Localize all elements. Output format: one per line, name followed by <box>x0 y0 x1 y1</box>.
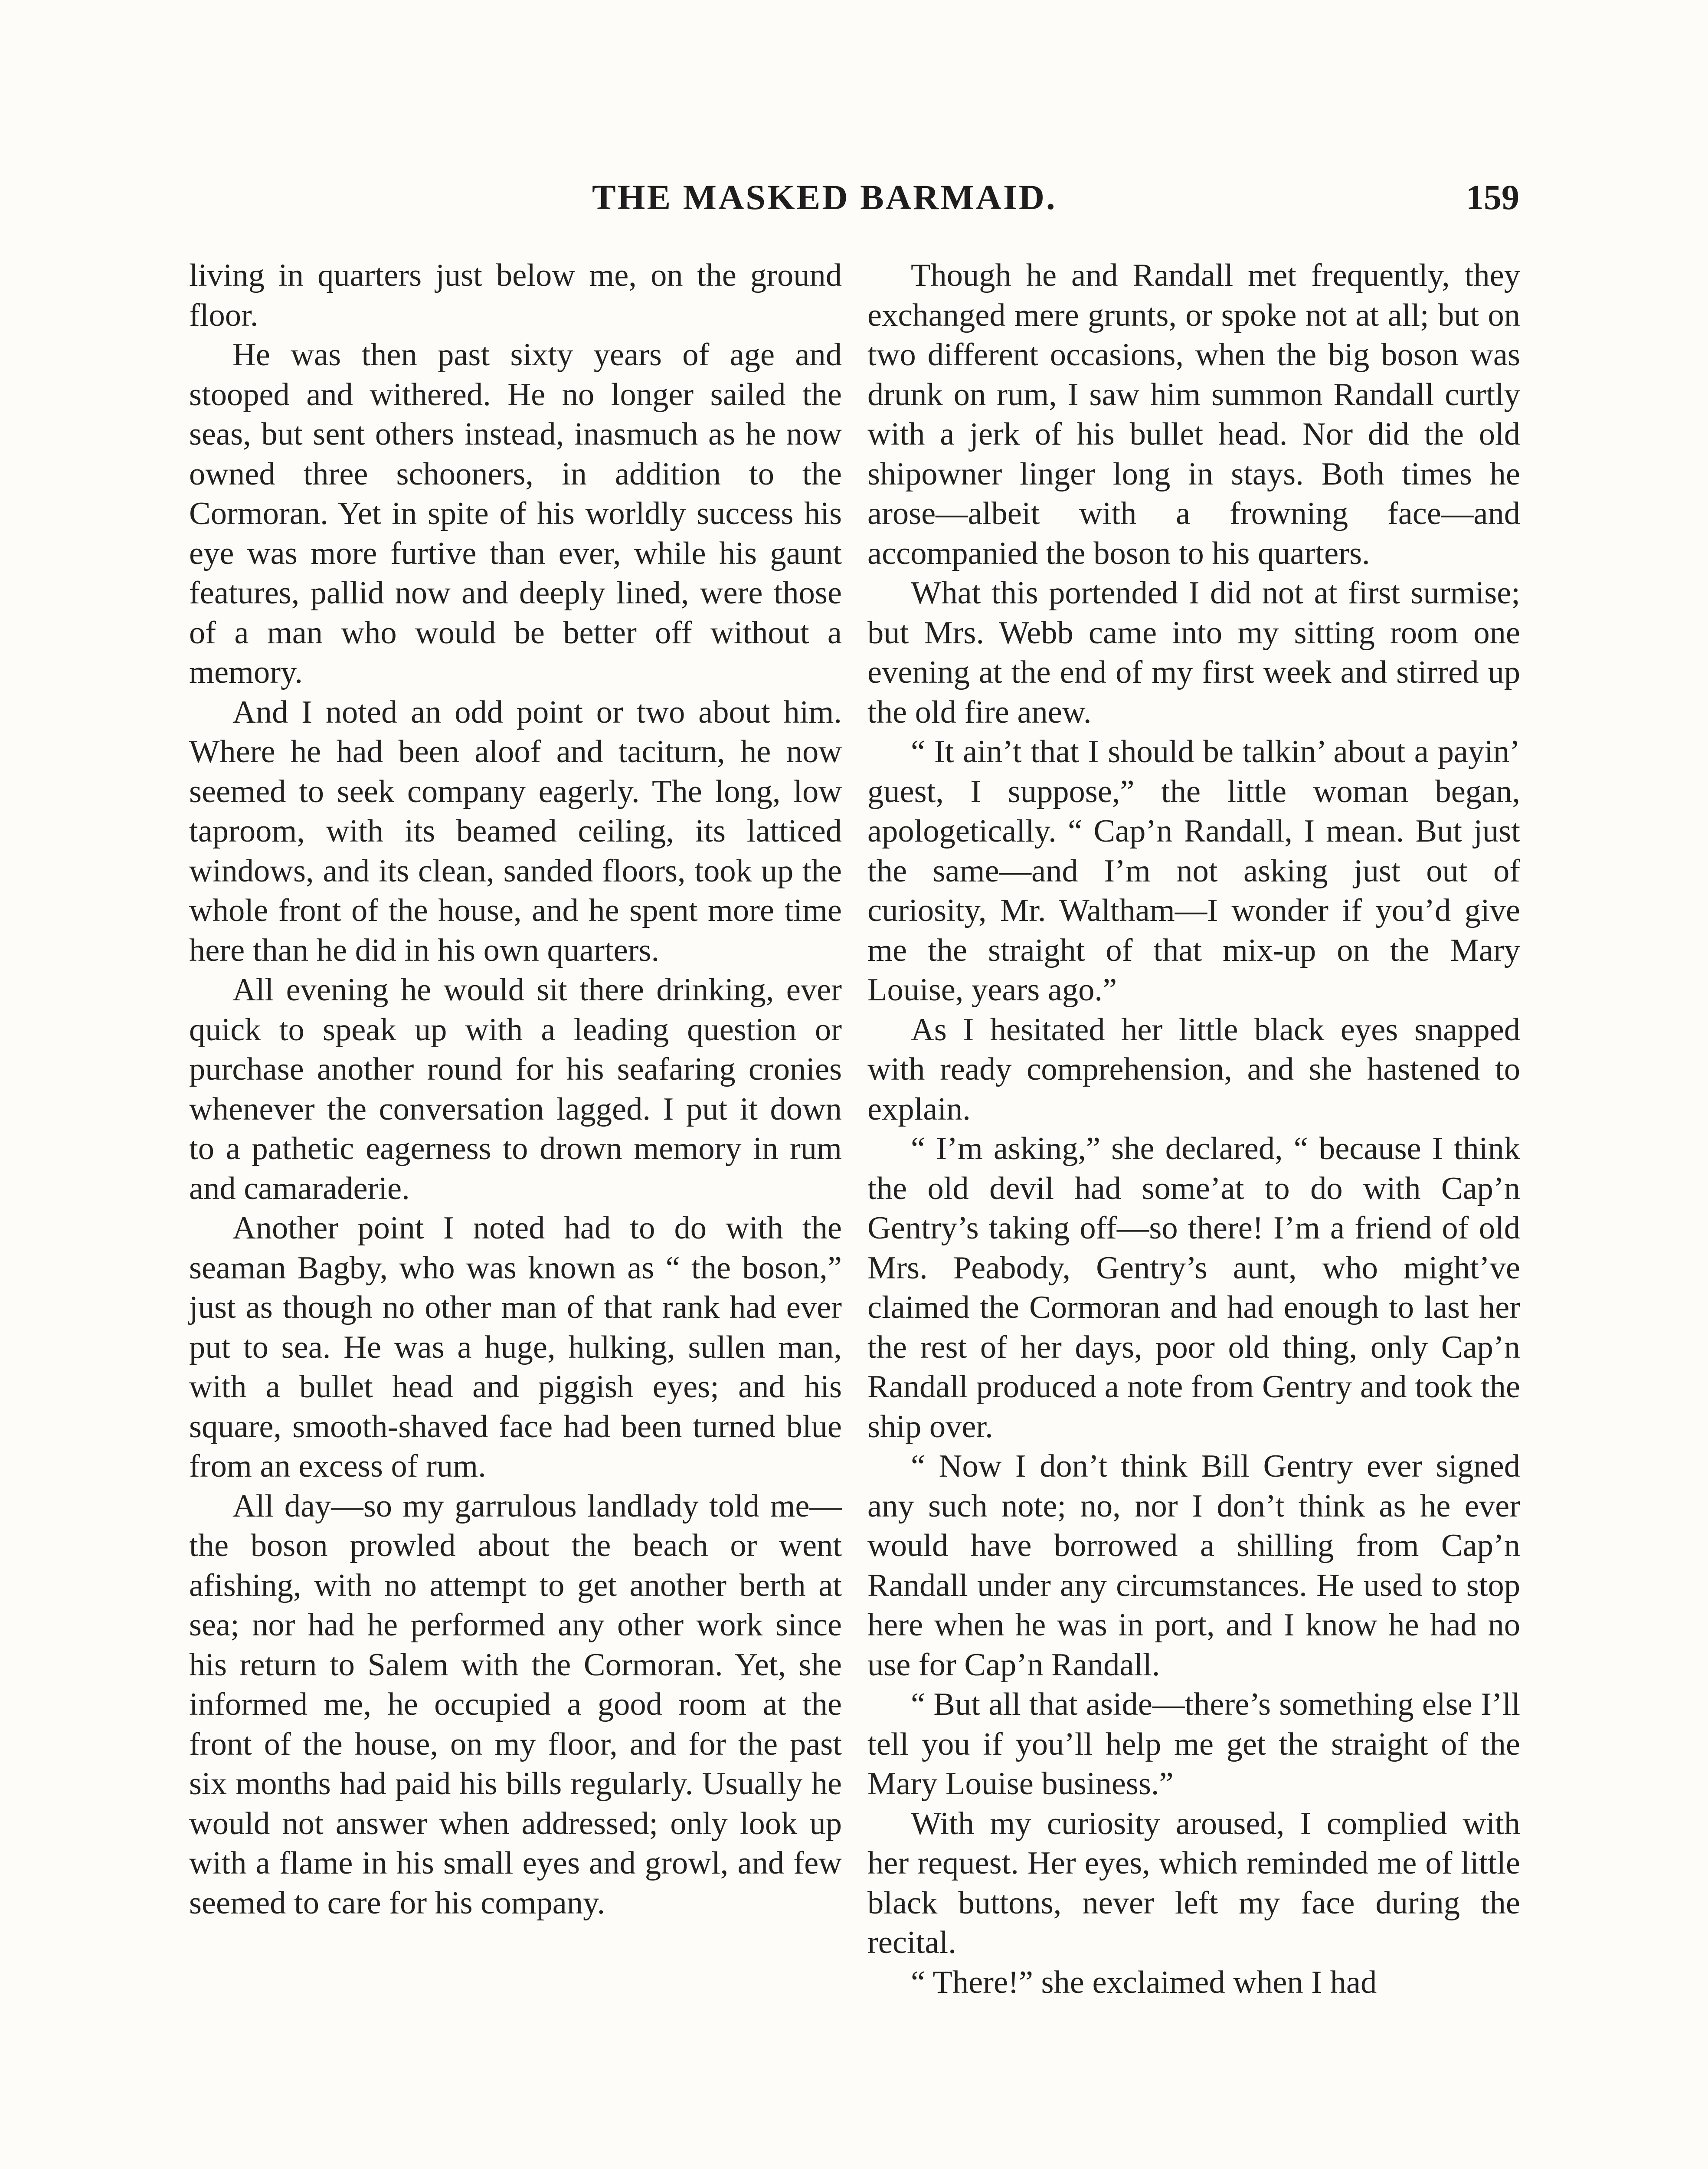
paragraph: With my curiosity aroused, I complied with her request. Her eyes, which reminded me of little black buttons, never left my face during the recital. <box>867 1805 1520 1960</box>
paragraph: “ Now I don’t think Bill Gentry ever signed any such note; no, nor I don’t think as he ever would have borrowed a shilling from Cap’n Randall under any circumstances. He used to stop here when he was in port, and I know he had no use for Cap’n Randall. <box>867 1448 1520 1683</box>
running-title: THE MASKED BARMAID. <box>592 177 1057 217</box>
page-number: 159 <box>1466 177 1519 217</box>
paragraph: He was then past sixty years of age and stooped and withered. He no longer sailed the seas, but sent others instead, inasmuch as he now owned three schooners, in addition to the Cormoran. Yet in spite of his worldly success his eye was more furtive than ever, while his gaunt features, pallid now and deeply lined, were those of a man who would be better off without a memory. <box>189 337 842 690</box>
paragraph: What this portended I did not at first surmise; but Mrs. Webb came into my sitting room one evening at the end of my first week and stirred up the old fire anew. <box>867 575 1520 730</box>
paragraph: And I noted an odd point or two about him. Where he had been aloof and taciturn, he now seemed to seek company eagerly. The long, low taproom, with its beamed ceiling, its latticed windows, and its clean, sanded floors, took up the whole front of the house, and he spent more time here than he did in his own quarters. <box>189 694 842 968</box>
left-text-column <box>189 256 842 1923</box>
paragraph: “ I’m asking,” she declared, “ because I think the old devil had some’at to do with Cap’n Gentry’s taking off—so there! I’m a friend of old Mrs. Peabody, Gentry’s aunt, who might’ve claimed the Cormoran and had enough to last her the rest of her days, poor old thing, only Cap’n Randall produced a note from Gentry and took the ship over. <box>867 1131 1520 1445</box>
paragraph: Another point I noted had to do with the seaman Bagby, who was known as “ the boson,” just as though no other man of that rank had ever put to sea. He was a huge, hulking, sullen man, with a bullet head and piggish eyes; and his square, smooth-shaved face had been turned blue from an excess of rum. <box>189 1210 842 1484</box>
paragraph: living in quarters just below me, on the ground floor. <box>189 258 842 333</box>
paragraph: All day—so my garrulous landlady told me—the boson prowled about the beach or went afishing, with no attempt to get another berth at sea; nor had he performed any other work since his return to Salem with the Cormoran. Yet, she informed me, he occupied a good room at the front of the house, on my floor, and for the past six months had paid his bills regularly. Usually he would not answer when addressed; only look up with a flame in his small eyes and growl, and few seemed to care for his company. <box>189 1488 842 1921</box>
paragraph: Though he and Randall met frequently, they exchanged mere grunts, or spoke not at all; but on two different occasions, when the big boson was drunk on rum, I saw him summon Randall curtly with a jerk of his bullet head. Nor did the old shipowner linger long in stays. Both times he arose—albeit with a frowning face—and accompanied the boson to his quarters. <box>867 258 1520 571</box>
paragraph: “ It ain’t that I should be talkin’ about a payin’ guest, I suppose,” the little woman began, apologetically. “ Cap’n Randall, I mean. But just the same—and I’m not asking just out of curiosity, Mr. Waltham—I wonder if you’d give me the straight of that mix-up on the Mary Louise, years ago.” <box>867 734 1520 1008</box>
paragraph: “ But all that aside—there’s something else I’ll tell you if you’ll help me get the straight of the Mary Louise business.” <box>867 1687 1520 1802</box>
paragraph: “ There!” she exclaimed when I had <box>911 1964 1377 2000</box>
paragraph: As I hesitated her little black eyes snapped with ready comprehension, and she hastened to explain. <box>867 1012 1520 1127</box>
paragraph: All evening he would sit there drinking, ever quick to speak up with a leading question or purchase another round for his seafaring cronies whenever the conversation lagged. I put it down to a pathetic eagerness to drown memory in rum and camaraderie. <box>189 972 842 1206</box>
right-text-column <box>867 256 1520 2002</box>
